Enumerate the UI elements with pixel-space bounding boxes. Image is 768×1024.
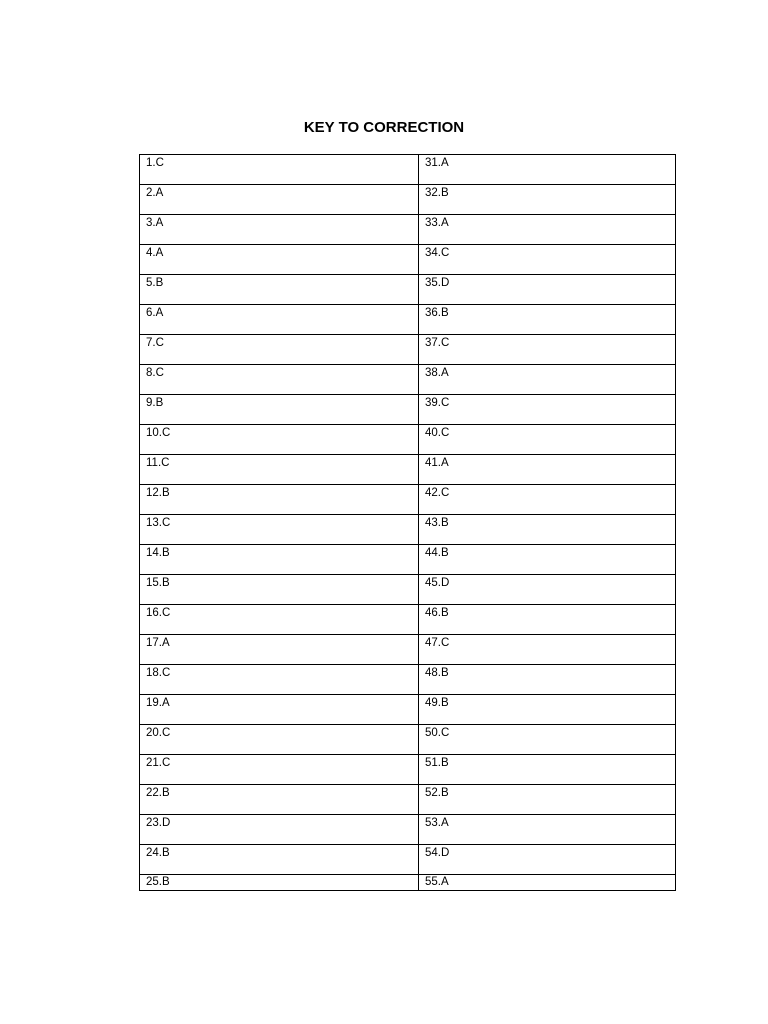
answer-cell-left: 6.A — [140, 305, 419, 335]
table-row — [140, 785, 676, 815]
table-row — [140, 635, 676, 665]
answer-cell-left: 5.B — [140, 275, 419, 305]
answer-cell-left: 21.C — [140, 755, 419, 785]
table-row — [140, 815, 676, 845]
answer-cell-right: 49.B — [419, 695, 676, 725]
answer-cell-left: 9.B — [140, 395, 419, 425]
answer-cell-left: 22.B — [140, 785, 419, 815]
answer-key-table — [139, 154, 676, 891]
answer-cell-right: 33.A — [419, 215, 676, 245]
table-row — [140, 455, 676, 485]
answer-cell-left: 20.C — [140, 725, 419, 755]
answer-cell-right: 52.B — [419, 785, 676, 815]
table-row — [140, 155, 676, 185]
answer-cell-left: 10.C — [140, 425, 419, 455]
answer-cell-left: 23.D — [140, 815, 419, 845]
answer-cell-right: 54.D — [419, 845, 676, 875]
answer-cell-right: 38.A — [419, 365, 676, 395]
table-row — [140, 275, 676, 305]
answer-cell-right: 35.D — [419, 275, 676, 305]
answer-cell-right: 34.C — [419, 245, 676, 275]
table-row — [140, 305, 676, 335]
answer-cell-right: 37.C — [419, 335, 676, 365]
answer-cell-left: 4.A — [140, 245, 419, 275]
table-row — [140, 695, 676, 725]
answer-cell-right: 40.C — [419, 425, 676, 455]
table-row — [140, 245, 676, 275]
table-row — [140, 575, 676, 605]
answer-cell-right: 55.A — [419, 875, 676, 891]
table-row — [140, 335, 676, 365]
answer-cell-right: 51.B — [419, 755, 676, 785]
table-row — [140, 845, 676, 875]
table-row — [140, 665, 676, 695]
answer-cell-left: 3.A — [140, 215, 419, 245]
answer-cell-right: 43.B — [419, 515, 676, 545]
answer-cell-left: 19.A — [140, 695, 419, 725]
answer-cell-left: 17.A — [140, 635, 419, 665]
answer-cell-right: 50.C — [419, 725, 676, 755]
answer-cell-left: 25.B — [140, 875, 419, 891]
answer-key-table-body — [140, 155, 676, 891]
answer-cell-left: 14.B — [140, 545, 419, 575]
answer-cell-right: 44.B — [419, 545, 676, 575]
answer-cell-left: 24.B — [140, 845, 419, 875]
page-title: KEY TO CORRECTION — [303, 119, 465, 136]
table-row — [140, 545, 676, 575]
answer-cell-right: 39.C — [419, 395, 676, 425]
table-row — [140, 755, 676, 785]
table-row — [140, 425, 676, 455]
answer-cell-right: 53.A — [419, 815, 676, 845]
answer-cell-right: 32.B — [419, 185, 676, 215]
table-row — [140, 725, 676, 755]
answer-cell-left: 18.C — [140, 665, 419, 695]
answer-cell-left: 13.C — [140, 515, 419, 545]
answer-cell-left: 2.A — [140, 185, 419, 215]
table-row — [140, 875, 676, 891]
table-row — [140, 605, 676, 635]
answer-cell-left: 12.B — [140, 485, 419, 515]
answer-cell-right: 46.B — [419, 605, 676, 635]
table-row — [140, 395, 676, 425]
answer-cell-left: 1.C — [140, 155, 419, 185]
answer-cell-right: 47.C — [419, 635, 676, 665]
answer-cell-right: 48.B — [419, 665, 676, 695]
answer-cell-right: 36.B — [419, 305, 676, 335]
table-row — [140, 215, 676, 245]
table-row — [140, 365, 676, 395]
table-row — [140, 485, 676, 515]
answer-cell-left: 16.C — [140, 605, 419, 635]
answer-cell-left: 7.C — [140, 335, 419, 365]
answer-cell-right: 42.C — [419, 485, 676, 515]
answer-cell-right: 31.A — [419, 155, 676, 185]
answer-cell-left: 15.B — [140, 575, 419, 605]
answer-cell-right: 45.D — [419, 575, 676, 605]
answer-cell-left: 11.C — [140, 455, 419, 485]
table-row — [140, 515, 676, 545]
answer-cell-right: 41.A — [419, 455, 676, 485]
answer-cell-left: 8.C — [140, 365, 419, 395]
table-row — [140, 185, 676, 215]
